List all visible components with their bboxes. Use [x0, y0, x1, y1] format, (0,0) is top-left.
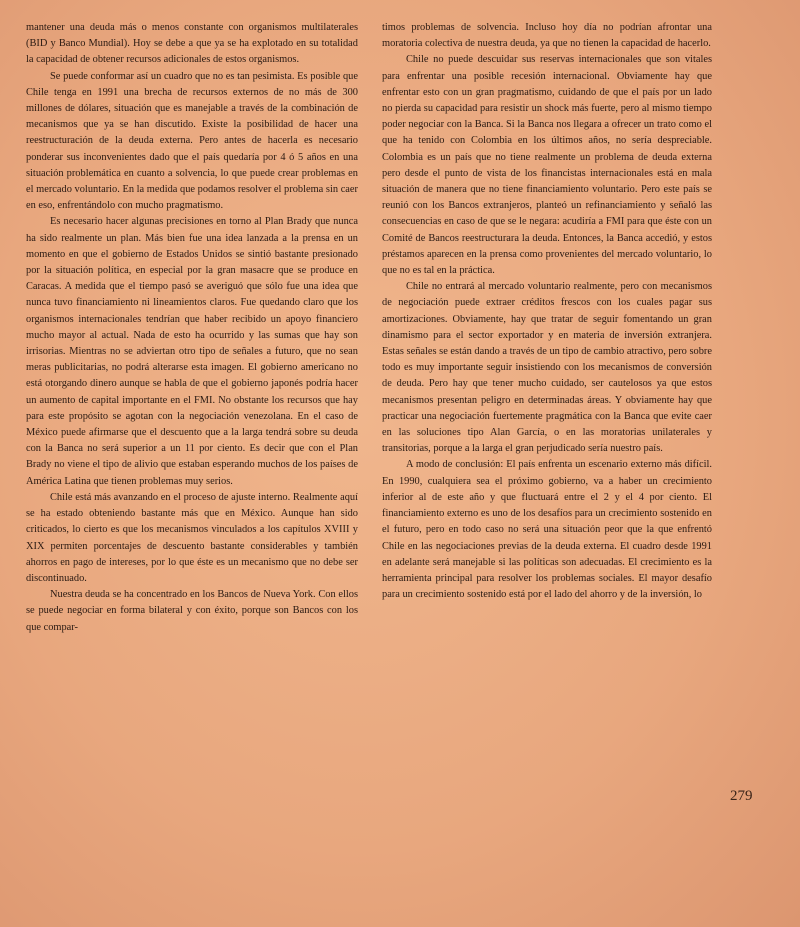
left-column — [26, 20, 358, 636]
paragraph: Chile no puede descuidar sus reservas internacionales que son vitales para enfrentar una posible recesión internacional. Obviamente hay que enfrentar esto con un gran pragmatismo, cuidando de que el país por un lado no pierda su capacidad para resistir un shock más fuerte, pero al mismo tiempo poder negociar con la Banca. Si la Banca nos llegara a ofrecer un trato como el que ha tenido con Colombia en los últimos años, no sería despreciable. Colombia es un país que no tiene realmente un problema de deuda externa pero desde el punto de vista de los financistas internacionales está en mala situación de manera que no tiene financiamiento voluntario. Pero este país se reunió con los Bancos extranjeros, planteó un refinanciamiento y señaló las consecuencias en caso de que se le negara: acudiría a FMI para que éste con un Comité de Bancos reestructurara la deuda. Entonces, la Banca accedió, y estos préstamos aparecen en la prensa como provenientes del mercado voluntario, lo que no es tal en la práctica. — [382, 54, 712, 277]
paragraph: timos problemas de solvencia. Incluso hoy día no podrían afrontar una moratoria colectiva de nuestra deuda, ya que no tienen la capacidad de hacerlo. — [382, 22, 712, 50]
paragraph: Se puede conformar así un cuadro que no es tan pesimista. Es posible que Chile tenga en 1991 una brecha de recursos externos de no más de 300 millones de dólares, situación que es manejable a través de la combinación de mecanismos que ya se han discutido. Existe la posibilidad de hacer una reestructuración de la deuda externa. Pero antes de hacerla es necesario ponderar sus inconvenientes dado que el país quedaría por 4 ó 5 años en una situación problemática en cuanto a solvencia, lo que puede crear problemas en el mercado voluntario. En la medida que podamos resolver el problema sin caer en eso, enfrentándolo con mucho pragmatismo. — [26, 70, 358, 212]
paragraph: mantener una deuda más o menos constante con organismos multilaterales (BID y Banco Mundial). Hoy se debe a que ya se ha explotado en su totalidad la capacidad de obtener recursos adicionales de estos organismos. — [26, 22, 358, 66]
right-column — [382, 20, 712, 603]
paragraph: Es necesario hacer algunas precisiones en torno al Plan Brady que nunca ha sido realmente un plan. Más bien fue una idea lanzada a la prensa en un momento en que el gobierno de Estados Unidos se sintió bastante presionado por la situación política, en especial por la gran masacre que se produce en Caracas. A medida que el tiempo pasó se averiguó que sólo fue una idea que nunca tuvo financiamiento ni lineamientos claros. Fue quedando claro que los organismos internacionales tendrían que haber recibido un apoyo financiero mucho mayor al actual. Nada de esto ha ocurrido y las sumas que hay son irrisorias. Mientras no se adviertan otro tipo de señales a futuro, que no sean meras publicitarias, no podrá alterarse esta imagen. El gobierno americano no está otorgando dinero aunque se habla de que el gobierno japonés podría hacer un aumento de capital importante en el FMI. No obstante los recursos que hay para este propósito se agotan con la negociación venezolana. En el caso de México puede afirmarse que el descuento que a la larga tendrá sobre su deuda con la Banca no será superior a un 11 por ciento. Es decir que con el Plan Brady no viene el tipo de alivio que estaban esperando muchos de los países de América Latina que tienen problemas muy serios. — [26, 216, 358, 487]
paragraph: Chile está más avanzando en el proceso de ajuste interno. Realmente aquí se ha estado obteniendo bastante más que en México. Aunque han sido criticados, lo cierto es que los mecanismos vinculados a los capítulos XVIII y XIX permiten porcentajes de descuento bastante considerables y también ahorros en pago de intereses, por lo que éste es un mecanismo que no debe ser discontinuado. — [26, 491, 358, 584]
paragraph: A modo de conclusión: El país enfrenta un escenario externo más difícil. En 1990, cualquiera sea el próximo gobierno, va a haber un crecimiento inferior al de este año y que fluctuará entre el 2 y el 4 por ciento. El financiamiento externo es uno de los desafíos para un crecimiento sostenido en el futuro, pero en todo caso no será una situación peor que la que enfrentó Chile en las negociaciones previas de la deuda externa. El cuadro desde 1991 en adelante será manejable si las políticas son adecuadas. El crecimiento es la herramienta principal para resolver los problemas sociales. El mayor desafío para un crecimiento sostenido está por el lado del ahorro y de la inversión, lo — [382, 459, 712, 601]
page-number: 279 — [730, 788, 753, 804]
paragraph: Nuestra deuda se ha concentrado en los Bancos de Nueva York. Con ellos se puede negociar en forma bilateral y con éxito, porque son Bancos con los que compar- — [26, 589, 358, 633]
paragraph: Chile no entrará al mercado voluntario realmente, pero con mecanismos de negociación puede extraer créditos frescos con los cuales pagar sus amortizaciones. Obviamente, hay que tratar de seguir fomentando un gran dinamismo para el sector exportador y en materia de inversión extranjera. Estas señales se están dando a través de un tipo de cambio atractivo, pero sobre todo es muy importante seguir insistiendo con los mecanismos de conversión de deuda. Pero hay que tener mucho cuidado, ser cautelosos ya que estos mecanismos presentan peligro en determinadas áreas. Y obviamente hay que practicar una negociación fuertemente pragmática con la Banca que evite caer en las soluciones tipo Alan García, o en las moratorias unilaterales y transitorias, porque a la larga el gran perjudicado sería nuestro país. — [382, 281, 712, 455]
